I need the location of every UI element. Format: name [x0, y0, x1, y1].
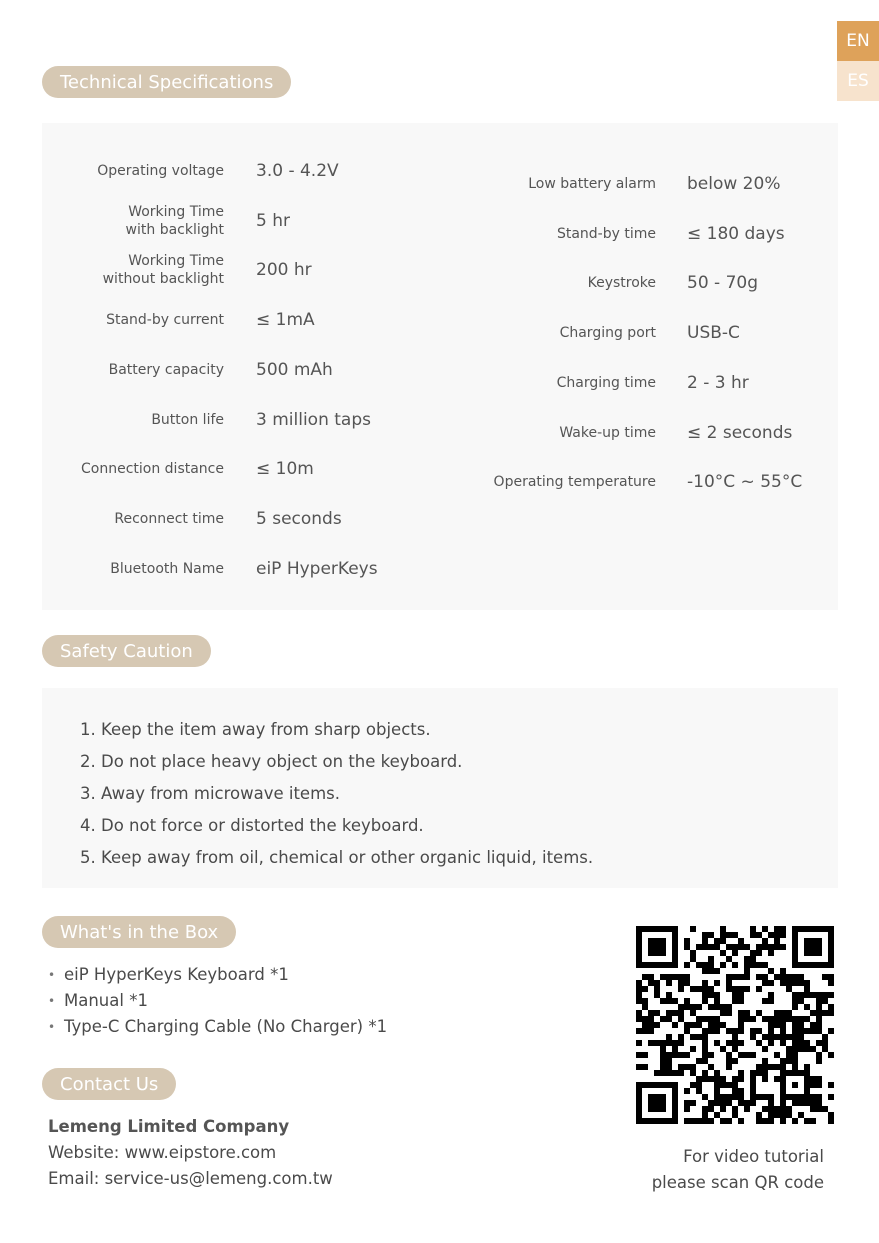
- box-item-label: eiP HyperKeys Keyboard *1: [64, 965, 289, 984]
- safety-item: 4. Do not force or distorted the keyboard.: [80, 816, 424, 835]
- spec-label: Wake-up time: [559, 424, 656, 441]
- safety-panel: [42, 688, 838, 888]
- bullet-icon: •: [48, 994, 56, 1008]
- box-item: [48, 988, 387, 1014]
- spec-value: eiP HyperKeys: [256, 558, 378, 579]
- spec-label: Bluetooth Name: [110, 560, 224, 577]
- spec-label: Reconnect time: [114, 510, 224, 527]
- spec-label: Stand-by current: [106, 312, 224, 329]
- safety-item: 3. Away from microwave items.: [80, 784, 340, 803]
- qr-caption: [652, 1144, 824, 1196]
- safety-item: 5. Keep away from oil, chemical or other organic liquid, items.: [80, 848, 594, 867]
- spec-label: Working Time without backlight: [102, 253, 224, 288]
- section-title-safety: Safety Caution: [42, 635, 211, 667]
- box-item-label: Manual *1: [64, 991, 148, 1010]
- spec-label: Operating temperature: [493, 474, 656, 491]
- spec-value: 3.0 - 4.2V: [256, 161, 339, 181]
- spec-label: Charging port: [559, 325, 656, 342]
- bullet-icon: •: [48, 968, 56, 982]
- lang-tab-es[interactable]: ES: [837, 61, 879, 101]
- contact-block: [48, 1114, 333, 1192]
- qr-code-icon[interactable]: [636, 926, 834, 1124]
- qr-caption-line: For video tutorial: [683, 1147, 824, 1166]
- spec-value: 5 hr: [256, 210, 290, 231]
- company-name: Lemeng Limited Company: [48, 1117, 290, 1136]
- spec-value: 200 hr: [256, 260, 312, 281]
- spec-label: Connection distance: [81, 461, 224, 478]
- section-title-contact: Contact Us: [42, 1068, 176, 1100]
- spec-value: 3 million taps: [256, 409, 371, 430]
- safety-list: [80, 714, 593, 874]
- spec-value: USB-C: [687, 323, 740, 344]
- spec-value: ≤ 2 seconds: [687, 422, 793, 443]
- section-title-tech-specs: Technical Specifications: [42, 66, 291, 98]
- lang-tab-en[interactable]: EN: [837, 21, 879, 61]
- spec-label: Operating voltage: [97, 163, 224, 179]
- spec-label: Charging time: [556, 374, 656, 391]
- box-item: [48, 1014, 387, 1040]
- email-link[interactable]: Email: service-us@lemeng.com.tw: [48, 1169, 333, 1188]
- spec-value: 2 - 3 hr: [687, 372, 749, 393]
- spec-value: 50 - 70g: [687, 273, 758, 294]
- spec-value: -10°C ~ 55°C: [687, 472, 803, 493]
- spec-label: Working Time with backlight: [125, 203, 224, 238]
- spec-value: ≤ 1mA: [256, 310, 315, 331]
- box-item-label: Type-C Charging Cable (No Charger) *1: [64, 1017, 388, 1036]
- bullet-icon: •: [48, 1020, 56, 1034]
- spec-value: 500 mAh: [256, 359, 333, 380]
- safety-item: 2. Do not place heavy object on the keyboard.: [80, 752, 463, 771]
- spec-label: Keystroke: [587, 275, 656, 292]
- box-contents-list: [48, 962, 387, 1040]
- qr-caption-line: please scan QR code: [651, 1173, 824, 1192]
- spec-label: Battery capacity: [108, 361, 224, 378]
- specs-panel: [42, 123, 838, 610]
- spec-value: ≤ 180 days: [687, 223, 785, 244]
- spec-value: ≤ 10m: [256, 459, 314, 480]
- safety-item: 1. Keep the item away from sharp objects.: [80, 720, 431, 739]
- spec-label: Stand-by time: [556, 225, 656, 242]
- website-link[interactable]: Website: www.eipstore.com: [48, 1143, 277, 1162]
- section-title-box: What's in the Box: [42, 916, 236, 948]
- spec-label: Button life: [151, 411, 224, 428]
- spec-value: 5 seconds: [256, 508, 342, 529]
- box-item: [48, 962, 387, 988]
- spec-label: Low battery alarm: [528, 176, 656, 192]
- spec-value: below 20%: [687, 174, 781, 194]
